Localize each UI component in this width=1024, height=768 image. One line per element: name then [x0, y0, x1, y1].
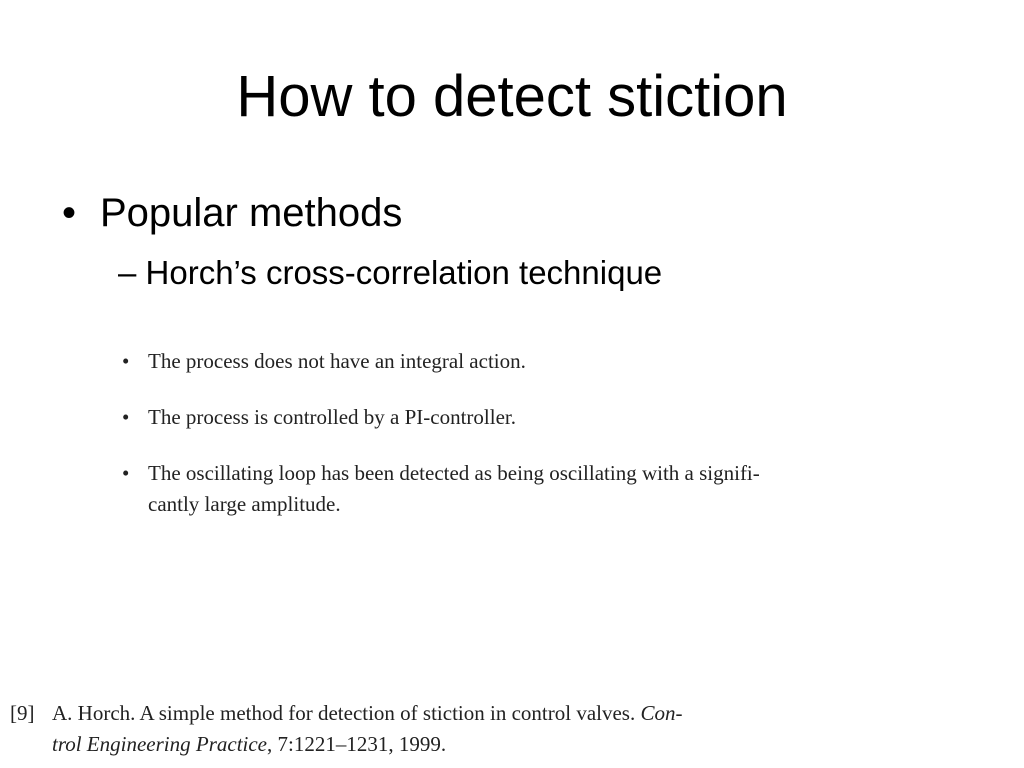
list-bullet: • [122, 405, 130, 429]
slide-title: How to detect stiction [236, 64, 788, 129]
citation-reference [10, 698, 830, 760]
reference-line-2 [52, 729, 830, 760]
list-item [118, 402, 918, 433]
list-item-line-2: cantly large amplitude. [148, 492, 341, 516]
list-bullet: • [122, 349, 130, 373]
reference-volume-pages-year: , 7:1221–1231, 1999. [267, 732, 447, 756]
excerpt-conditions-list [118, 346, 918, 545]
list-item [118, 458, 918, 520]
sub-bullet-horch-technique: – Horch’s cross-correlation technique [118, 254, 663, 291]
reference-number: [9] [10, 701, 35, 725]
list-item-text [148, 458, 918, 520]
list-item [118, 346, 918, 377]
reference-journal-part1: Con- [640, 701, 683, 725]
list-bullet: • [122, 461, 130, 485]
bullet-popular-methods [62, 188, 402, 238]
reference-line-1 [52, 698, 830, 729]
reference-journal-part2: trol Engineering Practice [52, 732, 268, 756]
list-item-text: The process does not have an integral action. [148, 349, 526, 373]
bullet-text: Popular methods [100, 191, 403, 235]
list-item-line-1: The oscillating loop has been detected as being oscillating with a signifi- [148, 461, 760, 485]
list-item-text: The process is controlled by a PI-controller. [148, 405, 516, 429]
bullet-marker: • [62, 191, 77, 235]
reference-authors-title: A. Horch. A simple method for detection of stiction in control valves. [52, 701, 641, 725]
reference-body [52, 698, 830, 760]
